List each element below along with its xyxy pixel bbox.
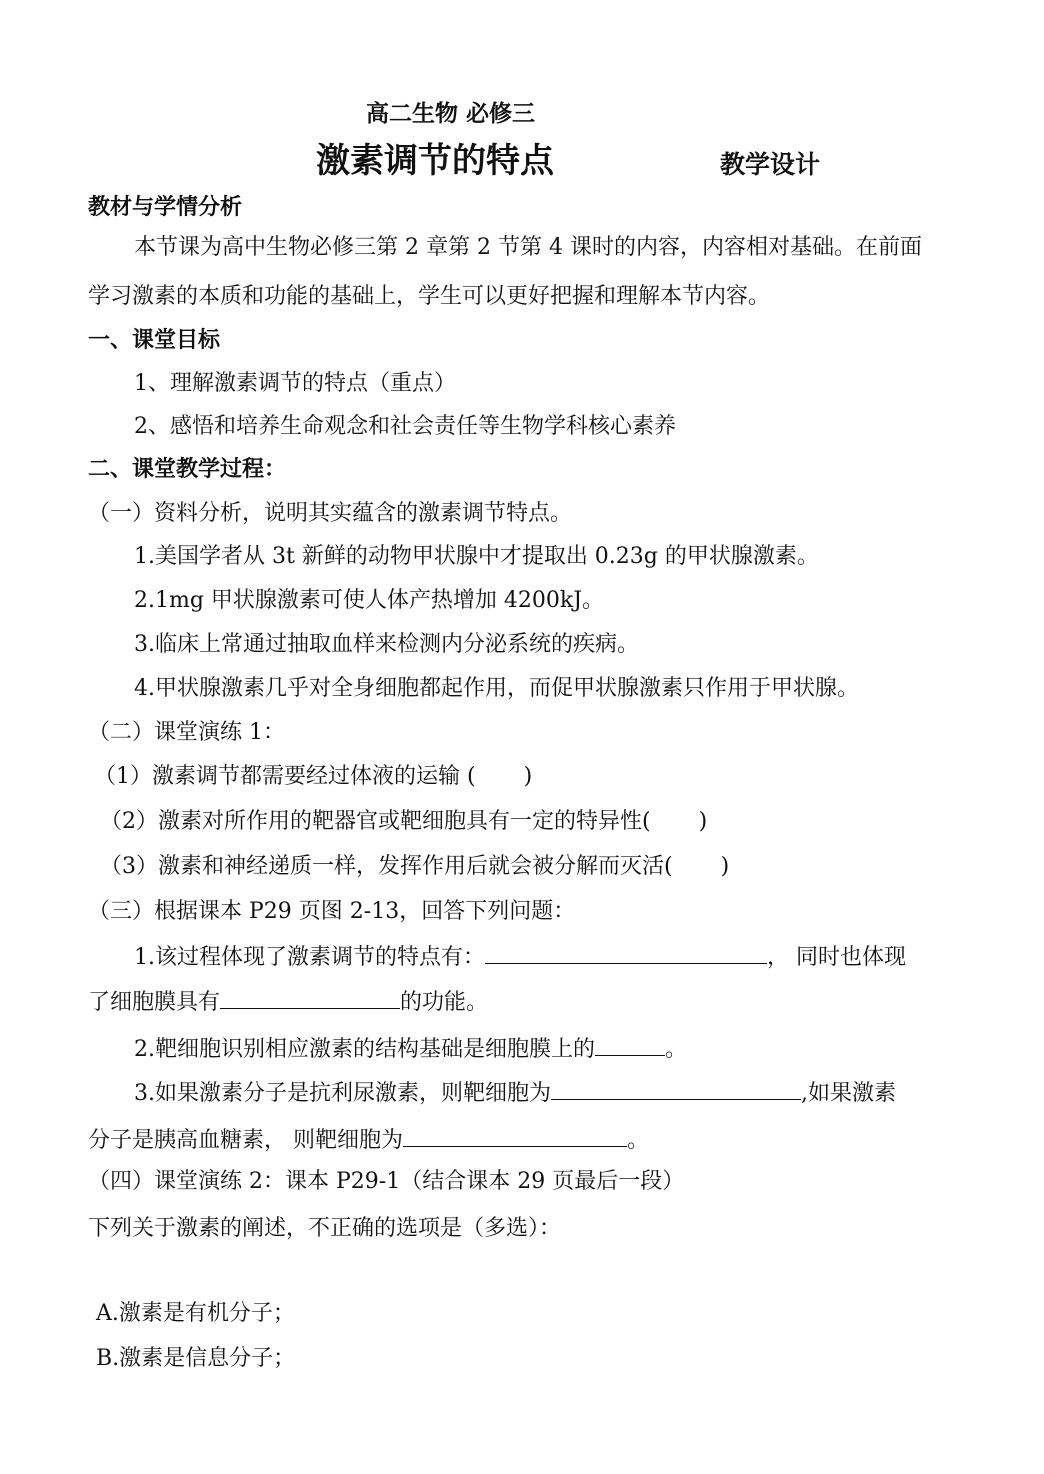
question-text: 分子是胰高血糖素， 则靶细胞为 bbox=[88, 1128, 403, 1153]
section-heading-analysis: 教材与学情分析 bbox=[88, 195, 243, 220]
exercise-close-paren: ) bbox=[698, 809, 708, 834]
section-heading-goals: 一、课堂目标 bbox=[88, 328, 221, 353]
fill-blank[interactable] bbox=[403, 1124, 627, 1147]
part3-heading: （三）根据课本 P29 页图 2-13，回答下列问题： bbox=[88, 899, 576, 924]
fill-blank[interactable] bbox=[220, 986, 400, 1009]
exercise-item bbox=[94, 762, 532, 792]
question-3-line-1 bbox=[134, 1077, 896, 1109]
exercise-close-paren: ) bbox=[720, 854, 730, 879]
exercise-close-paren: ) bbox=[523, 764, 533, 789]
part1-item: 3.临床上常通过抽取血样来检测内分泌系统的疾病。 bbox=[134, 632, 639, 657]
question-3-line-2 bbox=[88, 1124, 649, 1156]
exercise-item bbox=[100, 852, 729, 882]
part2-heading: （二）课堂演练 1： bbox=[88, 720, 285, 745]
question-text: 。 bbox=[665, 1037, 688, 1062]
question-2 bbox=[134, 1033, 687, 1065]
question-text: 的功能。 bbox=[400, 990, 489, 1015]
exercise-item bbox=[100, 807, 707, 837]
goal-item: 1、理解激素调节的特点（重点） bbox=[134, 371, 456, 396]
exercise-statement: （3）激素和神经递质一样，发挥作用后就会被分解而灭活( bbox=[100, 854, 673, 879]
question-text: 。 bbox=[627, 1128, 650, 1153]
question-1-line-2 bbox=[88, 986, 488, 1018]
part1-item: 1.美国学者从 3t 新鲜的动物甲状腺中才提取出 0.23g 的甲状腺激素。 bbox=[134, 544, 819, 569]
part4-question: 下列关于激素的阐述，不正确的选项是（多选）： bbox=[88, 1216, 562, 1241]
fill-blank[interactable] bbox=[485, 941, 767, 964]
question-1-line-1 bbox=[134, 941, 906, 973]
fill-blank[interactable] bbox=[595, 1033, 665, 1056]
section-heading-process: 二、课堂教学过程： bbox=[88, 457, 287, 482]
option-a: A.激素是有机分子； bbox=[96, 1301, 295, 1326]
analysis-paragraph-line-2: 学习激素的本质和功能的基础上，学生可以更好把握和理解本节内容。 bbox=[88, 284, 771, 309]
question-text: 了细胞膜具有 bbox=[88, 990, 221, 1015]
part4-heading: （四）课堂演练 2：课本 P29-1（结合课本 29 页最后一段） bbox=[88, 1169, 685, 1194]
part1-heading: （一）资料分析，说明其实蕴含的激素调节特点。 bbox=[88, 501, 573, 526]
document-title: 激素调节的特点 bbox=[316, 141, 554, 181]
question-text: ,如果激素 bbox=[801, 1081, 896, 1106]
question-text: ， 同时也体现 bbox=[767, 945, 906, 970]
question-text: 2.靶细胞识别相应激素的结构基础是细胞膜上的 bbox=[134, 1037, 595, 1062]
goal-item: 2、感悟和培养生命观念和社会责任等生物学科核心素养 bbox=[134, 414, 676, 439]
fill-blank[interactable] bbox=[551, 1077, 801, 1100]
question-text: 3.如果激素分子是抗利尿激素，则靶细胞为 bbox=[134, 1081, 551, 1106]
analysis-paragraph-line-1: 本节课为高中生物必修三第 2 章第 2 节第 4 课时的内容，内容相对基础。在前面 bbox=[134, 235, 922, 260]
document-title-suffix: 教学设计 bbox=[720, 150, 821, 179]
question-text: 1.该过程体现了激素调节的特点有： bbox=[134, 945, 485, 970]
exercise-statement: （1）激素调节都需要经过体液的运输 ( bbox=[94, 764, 476, 789]
exercise-statement: （2）激素对所作用的靶器官或靶细胞具有一定的特异性( bbox=[100, 809, 651, 834]
part1-item: 4.甲状腺激素几乎对全身细胞都起作用，而促甲状腺激素只作用于甲状腺。 bbox=[134, 676, 859, 701]
option-b: B.激素是信息分子； bbox=[96, 1346, 296, 1371]
document-subtitle: 高二生物 必修三 bbox=[366, 101, 536, 127]
part1-item: 2.1mg 甲状腺激素可使人体产热增加 4200kJ。 bbox=[134, 588, 605, 613]
